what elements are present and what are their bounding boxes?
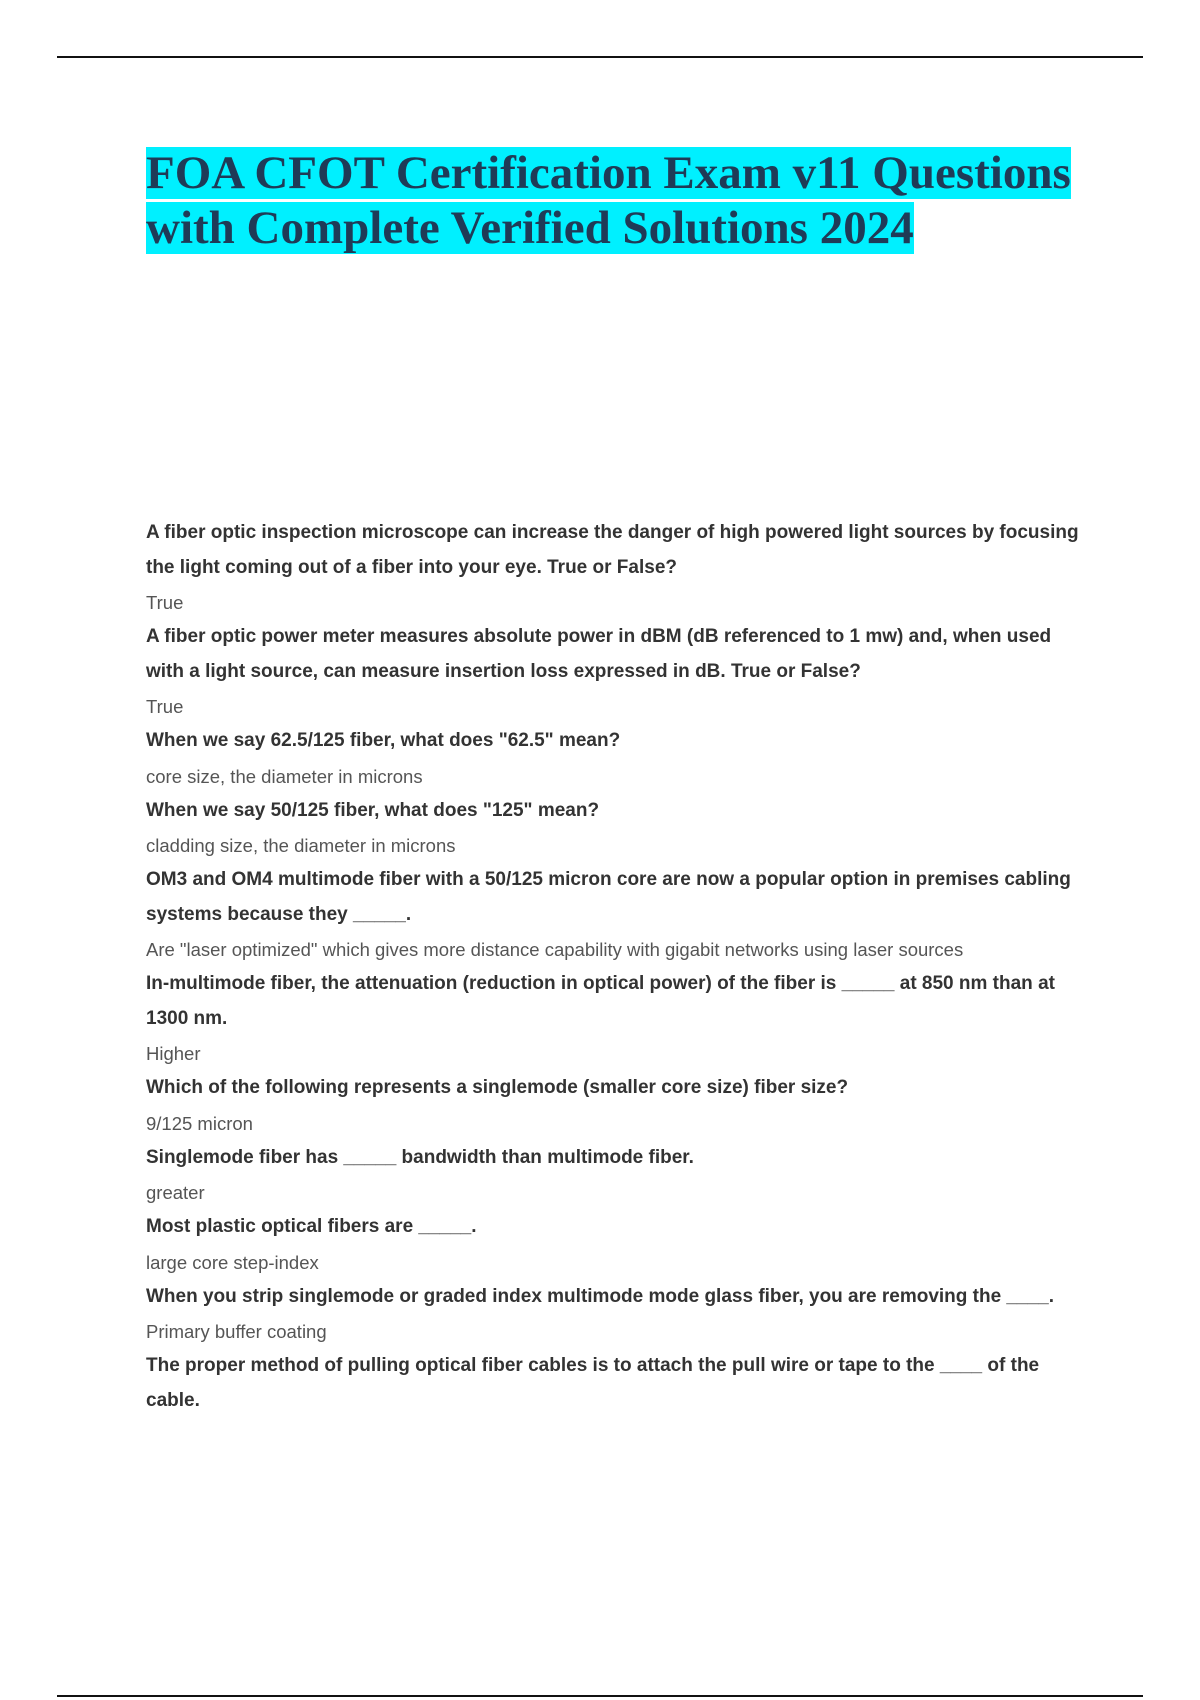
document-title [146, 146, 1106, 256]
question-11: The proper method of pulling optical fiber cables is to attach the pull wire or tape to the ____ of the cable. [146, 1355, 1040, 1411]
answer-7: 9/125 micron [146, 1112, 253, 1134]
top-rule [57, 56, 1143, 58]
answer-5: Are "laser optimized" which gives more distance capability with gigabit networks using laser sources [146, 939, 964, 960]
question-2: A fiber optic power meter measures absolute power in dBM (dB referenced to 1 mw) and, when used with a light source, can measure insertion loss expressed in dB. True or False? [146, 626, 1052, 682]
answer-9: large core step-index [146, 1251, 319, 1273]
answer-2: True [146, 696, 184, 717]
question-7: Which of the following represents a singlemode (smaller core size) fiber size? [146, 1077, 849, 1098]
question-1: A fiber optic inspection microscope can increase the danger of high powered light sources by focusing the light coming out of a fiber into your eye. True or False? [146, 522, 1079, 578]
question-4: When we say 50/125 fiber, what does "125" mean? [146, 799, 600, 821]
answer-1: True [146, 592, 184, 613]
answer-4: cladding size, the diameter in microns [146, 835, 456, 856]
answer-3: core size, the diameter in microns [146, 765, 423, 787]
title-highlight: FOA CFOT Certification Exam v11 Questions with Complete Verified Solutions 2024 [146, 147, 1071, 254]
qa-list [146, 516, 1092, 1418]
question-3: When we say 62.5/125 fiber, what does "62.5" mean? [146, 730, 621, 751]
question-9: Most plastic optical fibers are _____. [146, 1216, 477, 1237]
question-8: Singlemode fiber has _____ bandwidth than multimode fiber. [146, 1146, 694, 1168]
answer-8: greater [146, 1182, 205, 1203]
bottom-rule [57, 1695, 1143, 1697]
answer-10: Primary buffer coating [146, 1321, 327, 1342]
question-6: In-multimode fiber, the attenuation (reduction in optical power) of the fiber is _____ at 850 nm than at 1300 nm. [146, 973, 1055, 1029]
question-5: OM3 and OM4 multimode fiber with a 50/125 micron core are now a popular option in premises cabling systems because they _____. [146, 869, 1071, 925]
question-10: When you strip singlemode or graded index multimode mode glass fiber, you are removing the ____. [146, 1285, 1054, 1307]
answer-6: Higher [146, 1043, 201, 1064]
